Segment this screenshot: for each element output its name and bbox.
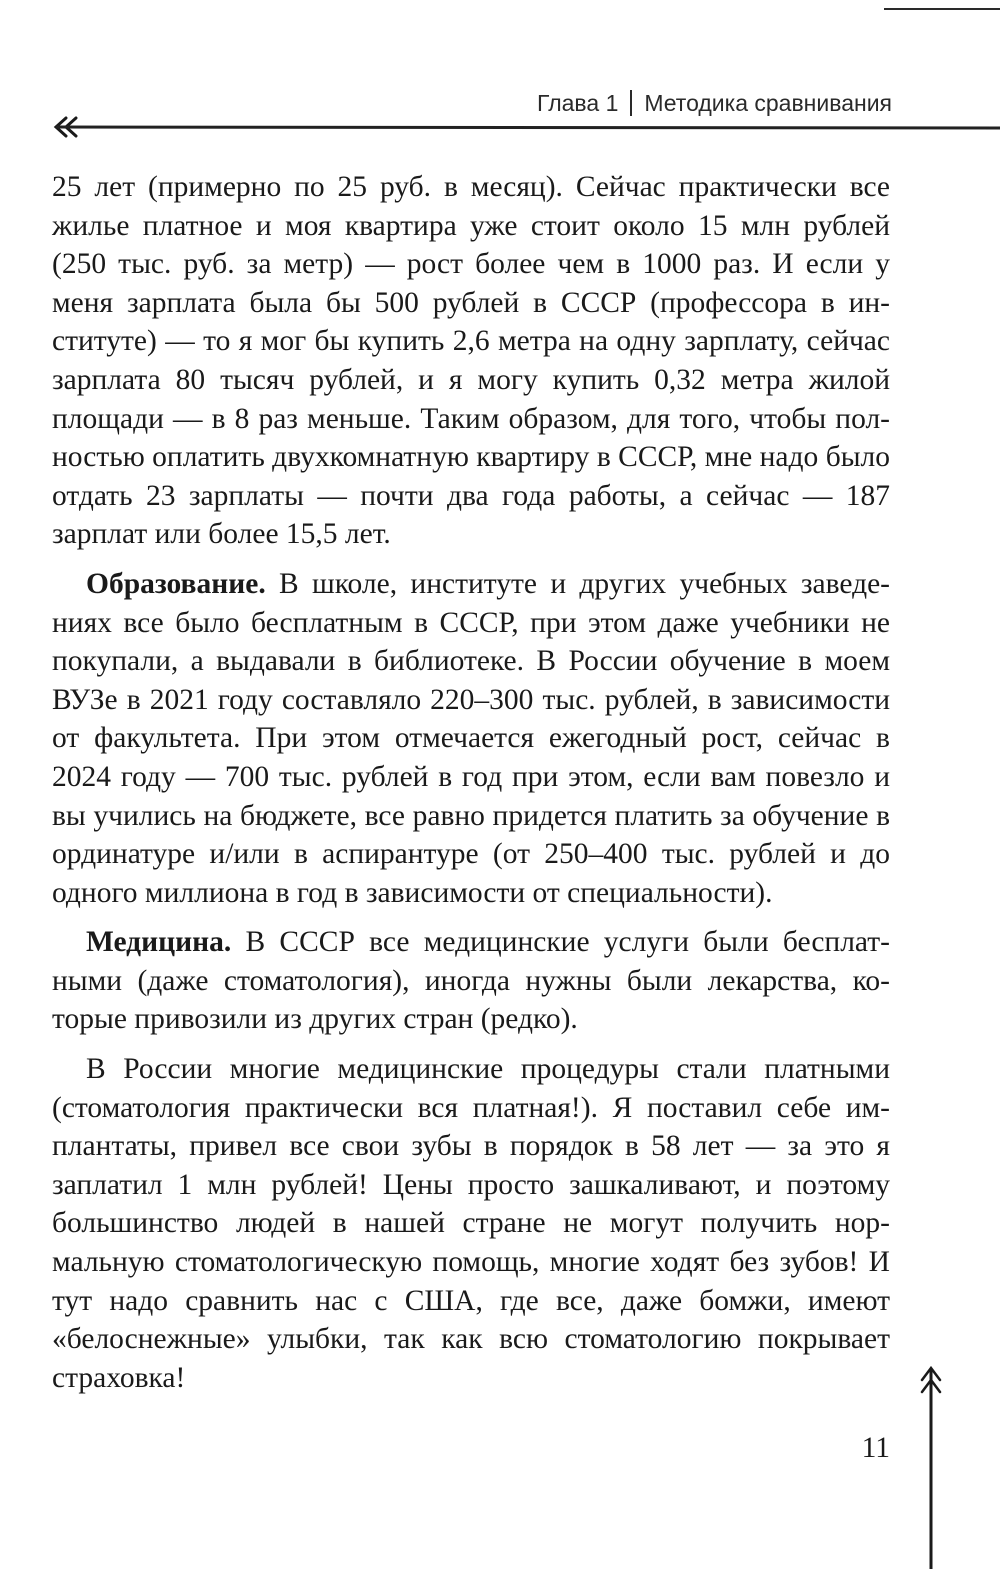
paragraph-lead: Медицина. [86, 926, 232, 959]
paragraph-text: В школе, институте и других учебных заведениях все было бесплатным в СССР, при этом даже учебники не покупали, а выдавали в библиотеке. В России обучение в моем ВУЗе в 2021 году составляло 220–300 тыс. рублей, в зависимости от факультета. При этом отмечается ежегодный рост, сейчас в 2024 году — 700 тыс. рублей в год при этом, если вам повезло и вы учились на бюджете, все равно придется платить за обучение в ординатуре и/или в аспирантуре (от 250–400 тыс. рублей и до одного миллиона в год в зависимости от специальности). [52, 567, 890, 909]
paragraph-medicine [52, 923, 890, 1039]
chapter-label: Глава 1 [537, 90, 619, 116]
paragraph-dentistry [52, 1050, 890, 1397]
page-body [52, 168, 890, 1408]
paragraph-text: В России многие медицинские процедуры стали платными (стоматология практически вся платная!). Я поставил себе имплантаты, привел все свои зубы в порядок в 58 лет — за это я заплатил 1 млн рублей! Цены просто зашкаливают, и поэтому большинство людей в нашей стране не могут получить нормальную стоматологическую помощь, многие ходят без зубов! И тут надо сравнить нас с США, где все, даже бомжи, имеют «белоснежные» улыбки, так как всю стоматологию покрывает страховка! [52, 1053, 890, 1394]
paragraph-housing [52, 168, 890, 554]
header-separator [630, 90, 632, 116]
page-number: 11 [861, 1432, 890, 1464]
side-arrow-rule [916, 1366, 946, 1569]
paragraph-education [52, 565, 890, 912]
paragraph-text: 25 лет (примерно по 25 руб. в месяц). Сейчас практически все жилье платное и моя квартира уже стоит около 15 млн рублей (250 тыс. руб. за метр) — рост более чем в 1000 раз. И если у меня зарплата была бы 500 рублей в СССР (профессора в институте) — то я мог бы купить 2,6 метра на одну зарплату, сейчас зарплата 80 тысяч рублей, и я могу купить 0,32 метра жилой площади — в 8 раз меньше. Таким образом, для того, чтобы полностью оплатить двухкомнатную квартиру в СССР, мне надо было отдать 23 зарплаты — почти два года работы, а сейчас — 187 зарплат или более 15,5 лет. [52, 171, 890, 551]
paragraph-lead: Образование. [86, 567, 266, 600]
chapter-title: Методика сравнивания [644, 90, 892, 116]
running-header [537, 90, 892, 117]
top-edge-rule [884, 8, 1000, 10]
header-arrow-rule [52, 116, 1000, 138]
paragraph-text: В СССР все медицинские услуги были бесплатными (даже стоматология), иногда нужны были лекарства, которые привозили из других стран (редко). [52, 926, 890, 1036]
